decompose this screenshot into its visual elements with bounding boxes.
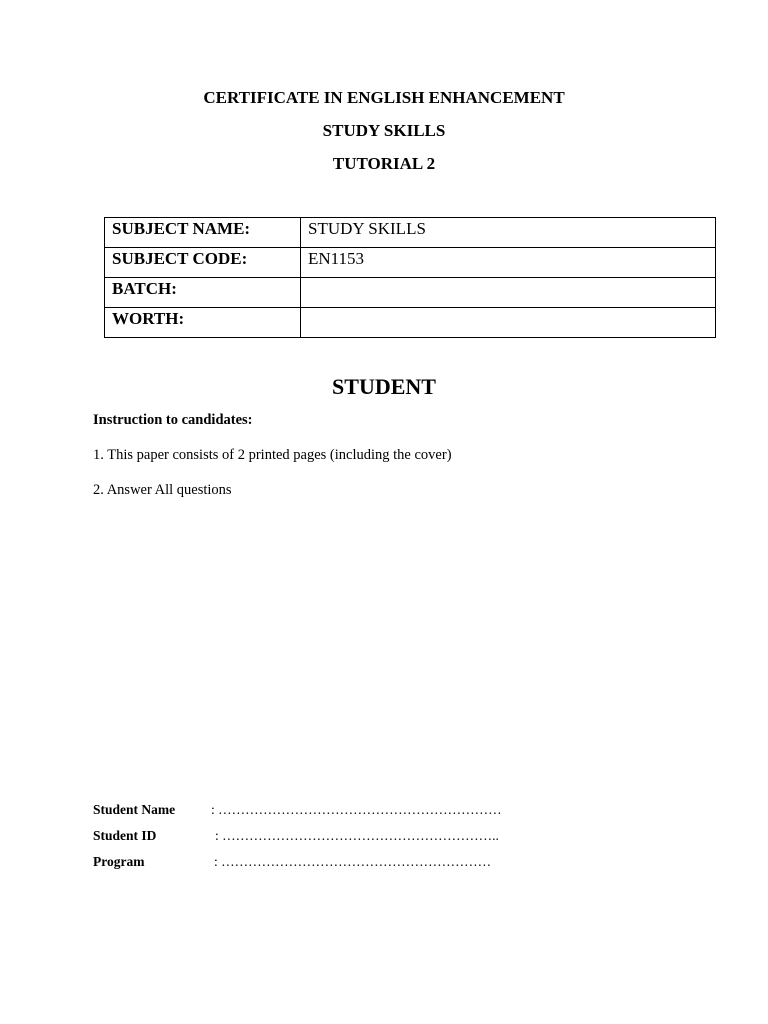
student-name-label: Student Name bbox=[93, 802, 176, 817]
program-label: Program bbox=[93, 854, 145, 869]
batch-label: BATCH: bbox=[105, 278, 301, 308]
worth-label: WORTH: bbox=[105, 308, 301, 338]
table-row bbox=[105, 248, 716, 278]
subject-code-value: EN1153 bbox=[301, 248, 716, 278]
subject-title: STUDY SKILLS bbox=[322, 121, 446, 140]
instructions-heading: Instruction to candidates: bbox=[93, 412, 253, 428]
subject-code-label: SUBJECT CODE: bbox=[105, 248, 301, 278]
subject-name-label: SUBJECT NAME: bbox=[105, 218, 301, 248]
student-heading: STUDENT bbox=[332, 374, 436, 399]
certificate-title: CERTIFICATE IN ENGLISH ENHANCEMENT bbox=[203, 88, 565, 107]
table-row bbox=[105, 218, 716, 248]
subject-name-value: STUDY SKILLS bbox=[301, 218, 716, 248]
student-id-field bbox=[93, 828, 499, 844]
table-row bbox=[105, 308, 716, 338]
instruction-item: 2. Answer All questions bbox=[93, 482, 232, 498]
program-field bbox=[93, 854, 491, 870]
subject-info-table bbox=[104, 217, 716, 338]
student-id-label: Student ID bbox=[93, 828, 157, 843]
student-name-blank: : ……………………………………………………… bbox=[211, 802, 502, 817]
worth-value bbox=[301, 308, 716, 338]
program-blank: : …………………………………………………… bbox=[214, 854, 492, 869]
student-name-field bbox=[93, 802, 502, 818]
instruction-item: 1. This paper consists of 2 printed pages (including the cover) bbox=[93, 447, 452, 463]
student-id-blank: : …………………………………………………….. bbox=[215, 828, 499, 843]
tutorial-title: TUTORIAL 2 bbox=[332, 154, 436, 173]
batch-value bbox=[301, 278, 716, 308]
table-row bbox=[105, 278, 716, 308]
